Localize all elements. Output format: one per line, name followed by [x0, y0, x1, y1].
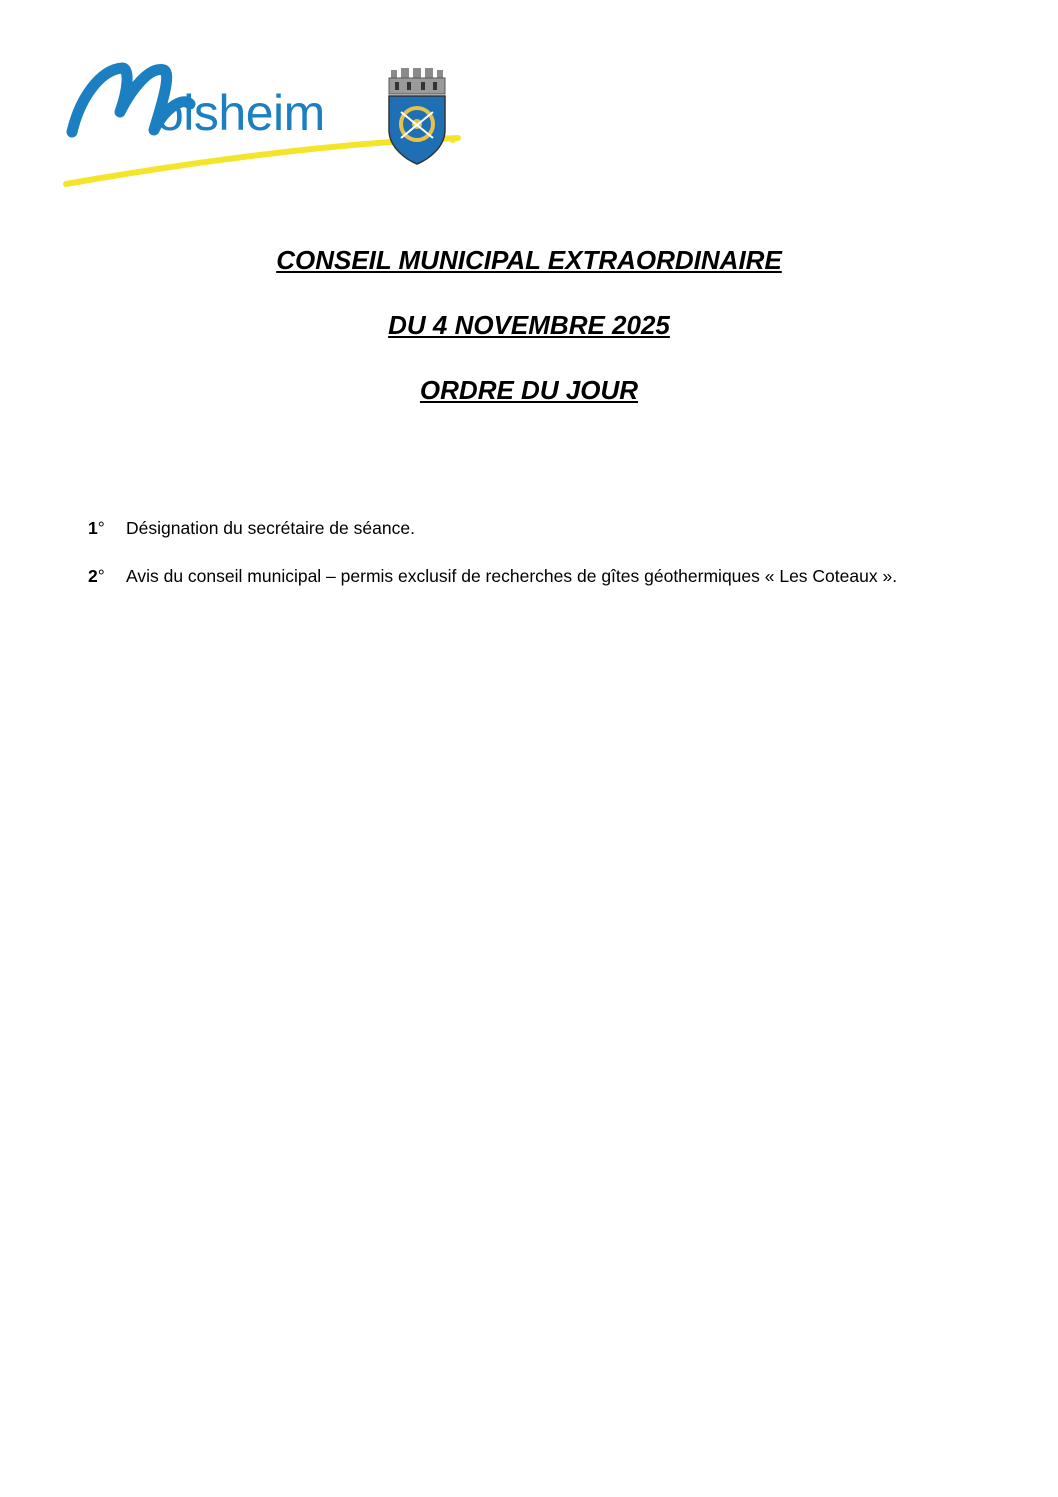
meeting-date: DU 4 NOVEMBRE 2025 — [388, 310, 670, 340]
agenda-item-number: 2° — [88, 566, 105, 586]
agenda-item-number: 1° — [88, 518, 105, 538]
molsheim-logo — [60, 60, 470, 190]
coat-of-arms-icon — [389, 68, 445, 164]
agenda-item-text: Désignation du secrétaire de séance. — [126, 518, 415, 538]
agenda-list — [88, 517, 988, 613]
agenda-item-text: Avis du conseil municipal – permis exclusif de recherches de gîtes géothermiques « Les Coteaux ». — [126, 566, 898, 586]
logo-wordmark: olsheim — [156, 85, 325, 141]
agenda-item — [88, 517, 988, 540]
page-title: CONSEIL MUNICIPAL EXTRAORDINAIRE — [276, 245, 782, 275]
title-block — [0, 242, 1058, 437]
agenda-heading: ORDRE DU JOUR — [419, 375, 639, 405]
agenda-item — [88, 565, 988, 588]
